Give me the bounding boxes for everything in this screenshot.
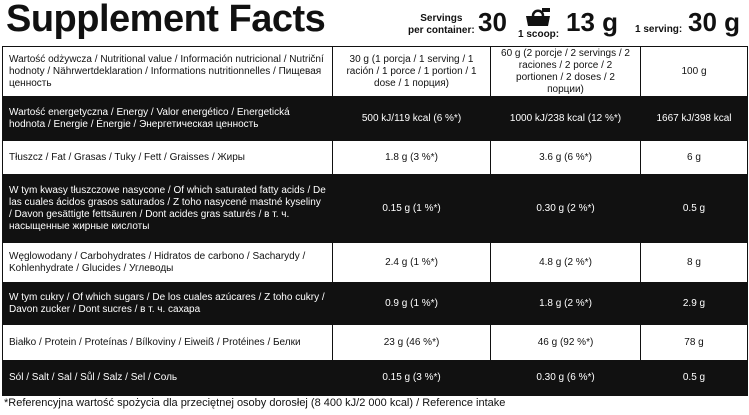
row-label: Białko / Protein / Proteínas / Bílkoviny / Eiweiß / Protéines / Белки: [3, 325, 333, 361]
per-serving-value: 0.15 g (3 %*): [333, 361, 491, 396]
table-row: [3, 361, 748, 396]
scoop-value: 13 g: [566, 7, 619, 37]
row-label: Węglowodany / Carbohydrates / Hidratos de carbono / Sacharydy / Kohlenhydrate / Glucides / Углеводы: [3, 243, 333, 283]
per-serving-value: 1.8 g (3 %*): [333, 141, 491, 175]
per-two-servings-value: 1.8 g (2 %*): [491, 283, 641, 325]
per-100g-value: 2.9 g: [641, 283, 748, 325]
per-serving-value: 23 g (46 %*): [333, 325, 491, 361]
per-two-servings-value: 0.30 g (6 %*): [491, 361, 641, 396]
per-two-servings-value: 1000 kJ/238 kcal (12 %*): [491, 97, 641, 141]
row-label: Wartość odżywcza / Nutritional value / Información nutricional / Nutriční hodnoty / Nährwertdeklaration / Informations nutritionnelles / Пищевая ценность: [3, 47, 333, 97]
serving-value: 30 g: [688, 7, 741, 37]
per-100g-value: 100 g: [641, 47, 748, 97]
table-row: [3, 283, 748, 325]
per-100g-value: 78 g: [641, 325, 748, 361]
servings-label-line2: per container:: [408, 25, 475, 36]
per-serving-value: 2.4 g (1 %*): [333, 243, 491, 283]
per-100g-value: 0.5 g: [641, 175, 748, 243]
per-serving-value: 0.9 g (1 %*): [333, 283, 491, 325]
table-row: [3, 97, 748, 141]
row-label: Sól / Salt / Sal / Sůl / Salz / Sel / Соль: [3, 361, 333, 396]
per-two-servings-value: 3.6 g (6 %*): [491, 141, 641, 175]
reference-intake-footnote: *Referencyjna wartość spożycia dla przeciętnej osoby dorosłej (8 400 kJ/2 000 kcal) / Reference intake: [4, 397, 506, 409]
per-two-servings-value: 4.8 g (2 %*): [491, 243, 641, 283]
scoop-label: 1 scoop:: [518, 29, 560, 40]
table-row: [3, 243, 748, 283]
servings-label-line1: Servings: [420, 13, 463, 24]
per-100g-value: 8 g: [641, 243, 748, 283]
per-100g-value: 6 g: [641, 141, 748, 175]
nutrition-table: [2, 46, 748, 396]
per-serving-value: 500 kJ/119 kcal (6 %*): [333, 97, 491, 141]
servings-per-container-label: [408, 13, 475, 37]
per-serving-value: 30 g (1 porcja / 1 serving / 1 ración / 1 porce / 1 portion / 1 dose / 1 порция): [333, 47, 491, 97]
table-row: [3, 47, 748, 97]
row-label: W tym cukry / Of which sugars / De los cuales azúcares / Z toho cukry / Davon zucker / Dont sucres / в т. ч. сахара: [3, 283, 333, 325]
serving-label: 1 serving:: [635, 24, 683, 35]
per-two-servings-value: 46 g (92 %*): [491, 325, 641, 361]
table-row: [3, 325, 748, 361]
per-two-servings-value: 0.30 g (2 %*): [491, 175, 641, 243]
table-row: [3, 175, 748, 243]
scoop-icon: [524, 6, 552, 28]
table-row: [3, 141, 748, 175]
servings-value: 30: [478, 7, 507, 37]
supplement-facts-header: [0, 0, 749, 46]
row-label: Tłuszcz / Fat / Grasas / Tuky / Fett / Graisses / Жиры: [3, 141, 333, 175]
row-label: Wartość energetyczna / Energy / Valor energético / Energetická hodnota / Energie / Énergie / Энергетическая ценность: [3, 97, 333, 141]
per-two-servings-value: 60 g (2 porcje / 2 servings / 2 raciones / 2 porce / 2 portionen / 2 doses / 2 порции): [491, 47, 641, 97]
page-title: Supplement Facts: [6, 0, 326, 40]
per-100g-value: 1667 kJ/398 kcal: [641, 97, 748, 141]
row-label: W tym kwasy tłuszczowe nasycone / Of which saturated fatty acids / De las cuales ácidos grasos saturados / Z toho nasycené mastné kyseliny / Davon gesättigte fettsäuren / Dont acides gras saturés / в т. ч. насыщенные жирные кислоты: [3, 175, 333, 243]
per-serving-value: 0.15 g (1 %*): [333, 175, 491, 243]
per-100g-value: 0.5 g: [641, 361, 748, 396]
